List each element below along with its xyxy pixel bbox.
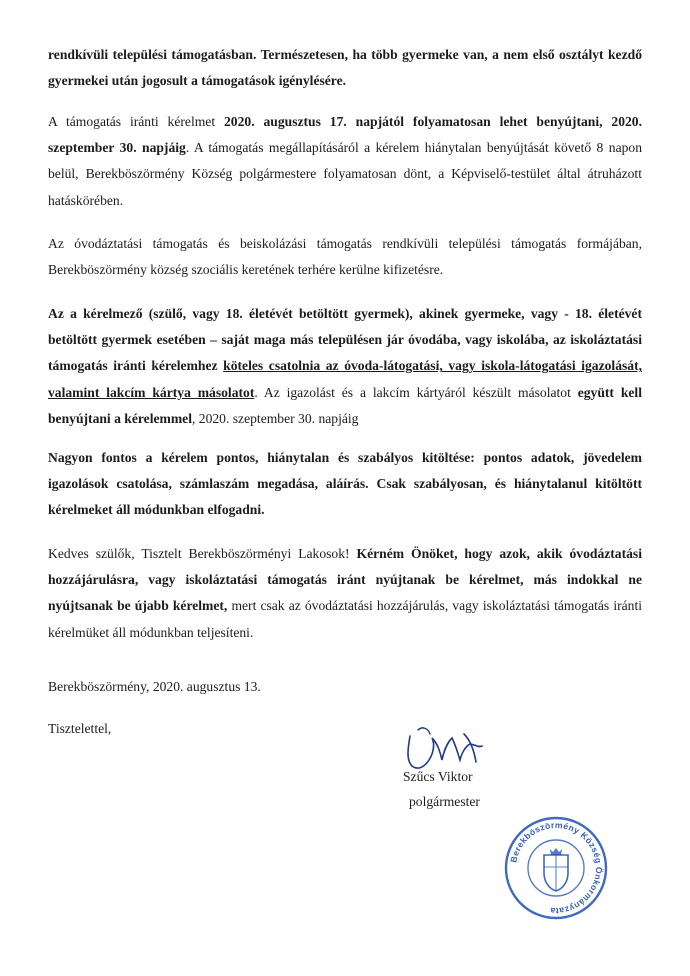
request-text: Kérném Önöket, hogy azok, akik óvodáztatási hozzájárulásra, vagy iskoláztatási támogatás iránt nyújtanak be kérelmet, más indokkal ne nyújtsanak be újabb kérelmet,	[48, 545, 642, 614]
signer-title: polgármester	[409, 794, 480, 809]
attachments-copy-text: . Az igazolást és a lakcím kártyáról készült másolatot	[254, 384, 578, 400]
signer-name: Szűcs Viktor	[403, 769, 473, 784]
paragraph-attachments	[48, 301, 642, 433]
paragraph-completeness	[48, 445, 642, 524]
greeting-text: Kedves szülők, Tisztelt Berekböszörményi Lakosok!	[48, 545, 357, 561]
svg-text:Berekböszörmény Község Önkormá: Berekböszörmény Község Önkormányzata	[508, 819, 605, 917]
attachments-deadline-text: , 2020. szeptember 30. napjáig	[191, 411, 359, 427]
application-deadline-text: 2020. augusztus 17. napjától folyamatosan lehet benyújtani, 2020. szeptember 30. napjáig	[48, 113, 642, 155]
paragraph-completeness-text: Nagyon fontos a kérelem pontos, hiánytalan és szabályos kitöltése: pontos adatok, jövedelem igazolások csatolása, számlaszám megadása, aláírás. Csak szabályosan, és hiánytalanul kitöltött kérelmeket áll módunkban elfogadni.	[48, 449, 642, 518]
paragraph-request	[48, 541, 642, 647]
paragraph-application-period	[48, 109, 642, 215]
paragraph-funding-text: Az óvodáztatási támogatás és beiskolázási támogatás rendkívüli települési támogatás formájában, Berekböszörmény község szociális keretének terhére kerülne kifizetésre.	[48, 235, 642, 277]
attachments-together-text: együtt kell benyújtani a kérelemmel	[48, 384, 642, 427]
application-intro-text: A támogatás iránti kérelmet	[48, 113, 224, 129]
paragraph-eligibility-text: rendkívüli települési támogatásban. Természetesen, ha több gyermeke van, a nem első osztályt kezdő gyermekei után jogosult a támogatások igénylésére.	[48, 46, 642, 88]
place-date: Berekböszörmény, 2020. augusztus 13.	[48, 679, 261, 694]
official-seal-stamp	[503, 815, 609, 921]
request-reason-text: mert csak az óvodáztatási hozzájárulás, vagy iskoláztatási támogatás iránti kérelmüket áll módunkban teljesíteni.	[48, 598, 643, 640]
attachments-required-text: köteles csatolnia az óvoda-látogatási, vagy iskola-látogatási igazolását, valamint lakcím kártya másolatot	[48, 358, 642, 400]
handwritten-signature	[398, 716, 498, 774]
paragraph-funding	[48, 231, 642, 284]
attachments-intro-text: Az a kérelmező (szülő, vagy 18. életévét betöltött gyermek), akinek gyermeke, vagy - 18. életévét betöltött gyermek esetében – saját maga más településen jár óvodába, vagy iskolába, az iskoláztatási támogatás iránti kérelemhez	[48, 305, 642, 374]
application-decision-text: . A támogatás megállapításáról a kérelem hiánytalan benyújtását követő 8 napon belül, Berekböszörmény Község polgármestere folyamatosan dönt, a Képviselő-testület által átruházott hatáskörében.	[48, 140, 642, 208]
paragraph-eligibility	[48, 42, 642, 95]
closing-salutation: Tisztelettel,	[48, 721, 112, 736]
